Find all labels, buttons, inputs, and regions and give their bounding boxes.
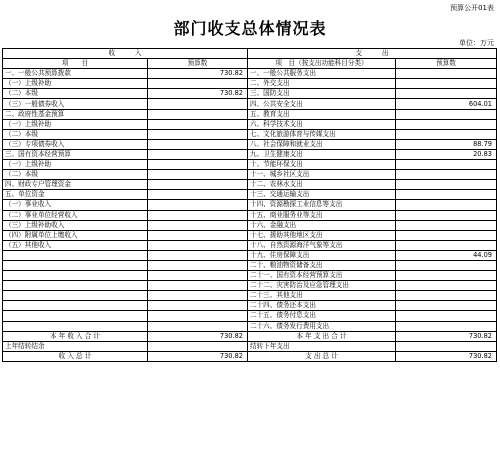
income-item-cell: （二）本级 <box>3 170 148 180</box>
income-item-cell <box>3 260 148 270</box>
income-value-cell <box>148 119 248 129</box>
carryforward-value <box>396 341 497 351</box>
table-row <box>3 119 497 129</box>
table-row <box>3 260 497 270</box>
income-item-cell <box>3 301 148 311</box>
table-row <box>3 250 497 260</box>
table-row <box>3 69 497 79</box>
expense-value-cell <box>396 180 497 190</box>
form-code: 预算公开01表 <box>450 4 494 12</box>
expense-item-cell: 五、教育支出 <box>248 109 396 119</box>
carryover-row <box>3 341 497 351</box>
income-value-cell <box>148 210 248 220</box>
income-item-cell <box>3 250 148 260</box>
expense-item-cell: 二十一、国有资本经营预算支出 <box>248 271 396 281</box>
expense-value-cell <box>396 200 497 210</box>
carryforward-label: 结转下年支出 <box>248 341 396 351</box>
expense-header: 支 出 <box>248 49 497 59</box>
income-grand-total-label: 收 入 总 计 <box>3 351 148 361</box>
income-item-cell: （二）本级 <box>3 129 148 139</box>
expense-value-cell <box>396 240 497 250</box>
expense-budget-header: 预算数 <box>396 59 497 69</box>
expense-item-cell: 十三、交通运输支出 <box>248 190 396 200</box>
expense-value-cell <box>396 230 497 240</box>
income-value-cell <box>148 190 248 200</box>
table-row <box>3 129 497 139</box>
table-row <box>3 210 497 220</box>
expense-item-cell: 四、公共安全支出 <box>248 99 396 109</box>
expense-value-cell: 44.09 <box>396 250 497 260</box>
table-row <box>3 301 497 311</box>
expense-value-cell <box>396 210 497 220</box>
table-row <box>3 160 497 170</box>
expense-item-cell: 三、国防支出 <box>248 89 396 99</box>
expense-value-cell <box>396 291 497 301</box>
income-item-cell <box>3 281 148 291</box>
income-item-cell: 二、政府性基金预算 <box>3 109 148 119</box>
income-item-cell: （四）附属单位上缴收入 <box>3 230 148 240</box>
income-item-cell <box>3 291 148 301</box>
year-total-row <box>3 331 497 341</box>
expense-value-cell: 20.83 <box>396 149 497 159</box>
unit-label: 单位：万元 <box>459 39 494 47</box>
expense-value-cell <box>396 160 497 170</box>
expense-value-cell <box>396 89 497 99</box>
expense-value-cell <box>396 301 497 311</box>
expense-value-cell <box>396 79 497 89</box>
expense-item-cell: 二、外交支出 <box>248 79 396 89</box>
table-row <box>3 190 497 200</box>
expense-value-cell <box>396 220 497 230</box>
income-item-cell <box>3 271 148 281</box>
income-item-cell <box>3 321 148 331</box>
income-item-cell <box>3 311 148 321</box>
income-value-cell <box>148 160 248 170</box>
income-grand-total-value: 730.82 <box>148 351 248 361</box>
expense-year-total-label: 本 年 支 出 合 计 <box>248 331 396 341</box>
income-value-cell <box>148 230 248 240</box>
expense-value-cell <box>396 281 497 291</box>
income-value-cell: 730.82 <box>148 69 248 79</box>
income-item-cell: 四、财政专户管理资金 <box>3 180 148 190</box>
income-item-cell: （五）其他收入 <box>3 240 148 250</box>
expense-item-cell: 十五、商业服务业等支出 <box>248 210 396 220</box>
income-item-cell: （一）事业收入 <box>3 200 148 210</box>
income-item-cell: （三）专项债券收入 <box>3 139 148 149</box>
expense-item-cell: 十七、援助其他地区支出 <box>248 230 396 240</box>
table-row <box>3 220 497 230</box>
expense-item-cell: 六、科学技术支出 <box>248 119 396 129</box>
income-year-total-label: 本 年 收 入 合 计 <box>3 331 148 341</box>
expense-value-cell: 88.79 <box>396 139 497 149</box>
expense-value-cell <box>396 271 497 281</box>
expense-item-cell: 二十四、债务还本支出 <box>248 301 396 311</box>
income-item-cell: （三）上级补助收入 <box>3 220 148 230</box>
budget-table <box>2 48 497 362</box>
table-row <box>3 281 497 291</box>
income-item-cell: （三）一般债券收入 <box>3 99 148 109</box>
table-row <box>3 271 497 281</box>
income-item-cell: （二）事业单位经营收入 <box>3 210 148 220</box>
grand-total-row <box>3 351 497 361</box>
carryover-label: 上年结转结余 <box>3 341 148 351</box>
income-value-cell <box>148 250 248 260</box>
income-value-cell <box>148 99 248 109</box>
income-value-cell <box>148 240 248 250</box>
income-value-cell <box>148 139 248 149</box>
income-value-cell <box>148 311 248 321</box>
expense-item-cell: 九、卫生健康支出 <box>248 149 396 159</box>
expense-item-cell: 十一、城乡社区支出 <box>248 170 396 180</box>
expense-value-cell <box>396 170 497 180</box>
table-row <box>3 321 497 331</box>
expense-item-cell: 十八、自然资源海洋气象等支出 <box>248 240 396 250</box>
income-value-cell <box>148 109 248 119</box>
page-title: 部门收支总体情况表 <box>173 19 327 38</box>
income-value-cell <box>148 129 248 139</box>
expense-year-total-value: 730.82 <box>396 331 497 341</box>
expense-item-cell: 二十五、债务付息支出 <box>248 311 396 321</box>
income-budget-header: 预算数 <box>148 59 248 69</box>
table-row <box>3 240 497 250</box>
table-row <box>3 230 497 240</box>
carryover-value <box>148 341 248 351</box>
expense-item-cell: 八、社会保障和就业支出 <box>248 139 396 149</box>
income-value-cell <box>148 301 248 311</box>
expense-value-cell <box>396 119 497 129</box>
income-value-cell <box>148 180 248 190</box>
expense-item-cell: 二十、粮油物资储备支出 <box>248 260 396 270</box>
income-item-cell: 一、一般公共预算拨款 <box>3 69 148 79</box>
expense-value-cell <box>396 260 497 270</box>
table-row <box>3 139 497 149</box>
expense-item-cell: 一、一般公共服务支出 <box>248 69 396 79</box>
income-value-cell <box>148 220 248 230</box>
expense-value-cell <box>396 69 497 79</box>
expense-item-cell: 十九、住房保障支出 <box>248 250 396 260</box>
income-item-cell: 五、单位资金 <box>3 190 148 200</box>
expense-item-cell: 七、文化旅游体育与传媒支出 <box>248 129 396 139</box>
expense-value-cell <box>396 190 497 200</box>
expense-item-cell: 十四、资源勘探工业信息等支出 <box>248 200 396 210</box>
income-item-cell: （二）本级 <box>3 89 148 99</box>
income-year-total-value: 730.82 <box>148 331 248 341</box>
table-row <box>3 99 497 109</box>
table-row <box>3 109 497 119</box>
table-row <box>3 311 497 321</box>
table-body <box>3 69 497 331</box>
income-value-cell <box>148 149 248 159</box>
expense-item-cell: 十二、农林水支出 <box>248 180 396 190</box>
expense-item-cell: 十六、金融支出 <box>248 220 396 230</box>
table-section-header <box>3 49 497 59</box>
income-header: 收 入 <box>3 49 248 59</box>
income-value-cell <box>148 291 248 301</box>
expense-grand-total-value: 730.82 <box>396 351 497 361</box>
expense-grand-total-label: 支 出 总 计 <box>248 351 396 361</box>
income-value-cell <box>148 260 248 270</box>
expense-item-cell: 二十三、其他支出 <box>248 291 396 301</box>
table-column-header <box>3 59 497 69</box>
income-value-cell <box>148 170 248 180</box>
expense-value-cell <box>396 129 497 139</box>
income-value-cell: 730.82 <box>148 89 248 99</box>
expense-value-cell <box>396 109 497 119</box>
table-row <box>3 180 497 190</box>
income-item-header: 项 目 <box>3 59 148 69</box>
expense-value-cell: 604.01 <box>396 99 497 109</box>
table-row <box>3 170 497 180</box>
table-row <box>3 149 497 159</box>
income-item-cell: 三、国有资本经营预算 <box>3 149 148 159</box>
income-value-cell <box>148 321 248 331</box>
expense-value-cell <box>396 321 497 331</box>
table-row <box>3 291 497 301</box>
expense-item-header: 项 目（按支出功能科目分类） <box>248 59 396 69</box>
expense-item-cell: 二十六、债务发行费用支出 <box>248 321 396 331</box>
expense-item-cell: 十、节能环保支出 <box>248 160 396 170</box>
income-value-cell <box>148 271 248 281</box>
income-item-cell: （一）上级补助 <box>3 160 148 170</box>
table-row <box>3 79 497 89</box>
income-item-cell: （一）上级补助 <box>3 79 148 89</box>
income-item-cell: （一）上级补助 <box>3 119 148 129</box>
expense-item-cell: 二十二、灾害防治及应急管理支出 <box>248 281 396 291</box>
income-value-cell <box>148 281 248 291</box>
table-row <box>3 200 497 210</box>
expense-value-cell <box>396 311 497 321</box>
table-row <box>3 89 497 99</box>
income-value-cell <box>148 200 248 210</box>
income-value-cell <box>148 79 248 89</box>
